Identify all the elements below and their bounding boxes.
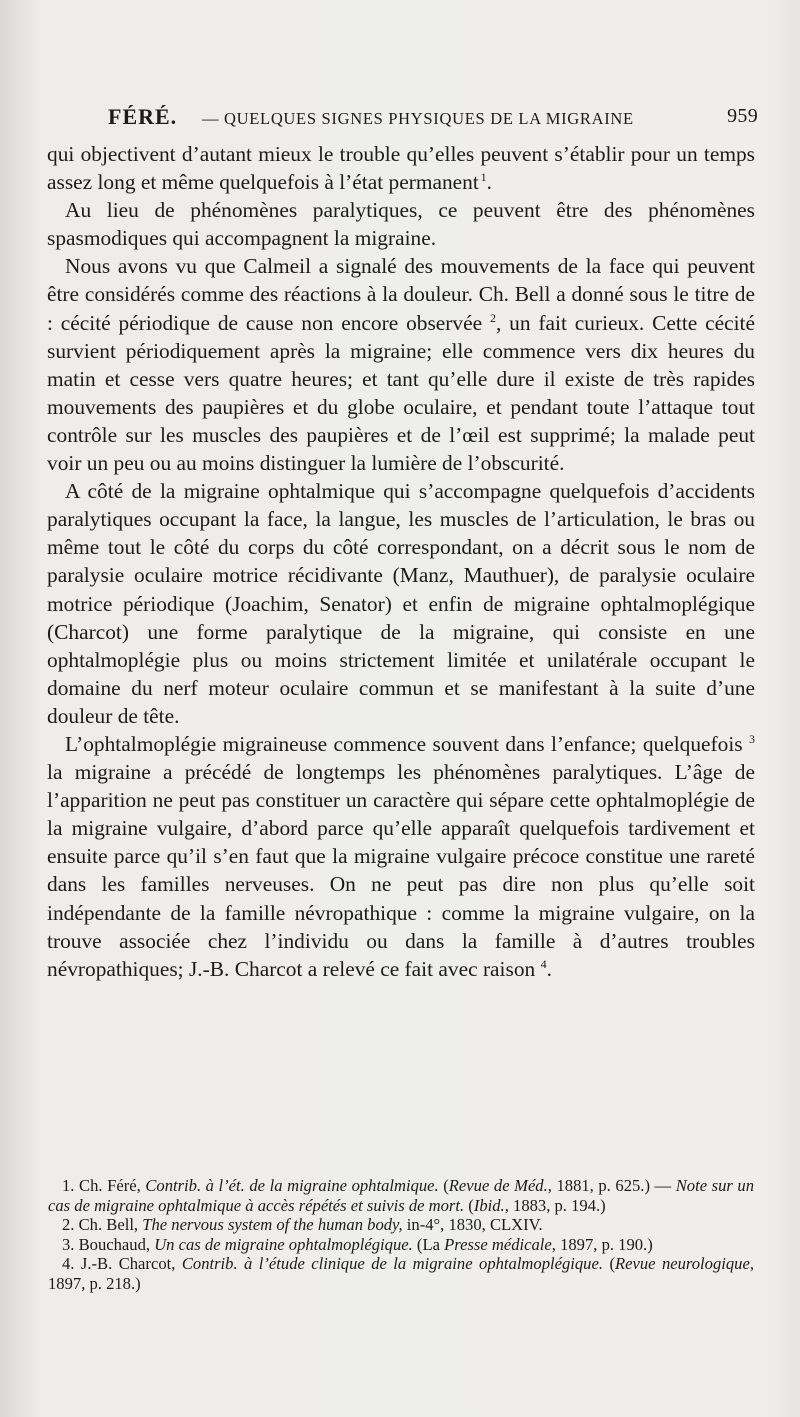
footnote-text: , 1897, p. 190.) <box>551 1234 653 1254</box>
footnote-journal: Presse médicale <box>444 1234 552 1254</box>
footnote-title: Contrib. à l’étude clinique de la migraine ophtalmoplégique. <box>181 1254 603 1274</box>
paragraph-4 <box>47 477 755 730</box>
footnote-text: , 1897, p. 218.) <box>48 1254 754 1293</box>
footnote-text: ( <box>609 1254 615 1274</box>
footnote-author: J.-B. Charcot, <box>80 1254 176 1274</box>
footnote-text: (La <box>416 1234 440 1254</box>
footnote-ref-3[interactable]: 3 <box>748 731 755 746</box>
body-text <box>47 140 755 983</box>
header-author: FÉRÉ. <box>108 104 178 129</box>
footnote-title: Contrib. à l’ét. de la migraine ophtalmique. <box>145 1176 439 1195</box>
paragraph-text: L’ophtalmoplégie migraineuse commence souvent dans l’enfance; quelquefois <box>65 731 743 756</box>
paragraph-text: . <box>486 170 492 195</box>
page-number: 959 <box>727 105 758 127</box>
footnote-title: The nervous system of the human body, <box>142 1215 403 1235</box>
footnotes <box>48 1176 754 1294</box>
footnote-1 <box>48 1176 754 1215</box>
footnote-author: Ch. Féré, <box>79 1176 141 1195</box>
footnote-number: 1. <box>62 1176 75 1195</box>
paragraph-text: . <box>546 956 552 981</box>
paragraph-3 <box>47 252 755 477</box>
running-header <box>108 100 758 132</box>
paragraph-text: A côté de la migraine ophtalmique qui s’accompagne quelquefois d’accidents paralytiques occupant la face, la langue, les muscles de l’articulation, le bras ou même tout le côté du corps du côté correspondant, on a décrit sous le nom de paralysie oculaire motrice récidivante (Manz, Mauthuer), de paralysie oculaire motrice périodique (Joachim, Senator) et enfin de migraine ophtalmoplégique (Charcot) une forme paralytique de la migraine, qui consiste en une ophtalmoplégie plus ou moins strictement limitée et unilatérale occupant le domaine du nerf moteur oculaire commun et se manifestant à la suite d’une douleur de tête. <box>47 479 755 728</box>
footnote-text: ( <box>443 1176 449 1195</box>
footnote-number: 4. <box>62 1254 75 1274</box>
footnote-number: 3. <box>62 1234 75 1254</box>
footnote-title: Un cas de migraine ophtalmoplégique. <box>154 1234 413 1254</box>
footnote-author: Bouchaud, <box>78 1234 151 1254</box>
paragraph-text: qui objectivent d’autant mieux le trouble qu’elles peuvent s’établir pour un temps assez long et même quelquefois à l’état permanent <box>47 142 755 195</box>
footnote-2 <box>48 1215 754 1235</box>
paragraph-text: , un fait curieux. Cette cécité survient périodiquement après la migraine; elle commence vers dix heures du matin et cesse vers quatre heures; et tant qu’elle dure il existe de très rapides mouvements des paupières et du globe oculaire, et pendant toute l’attaque tout contrôle sur les muscles des paupières et de l’œil est supprimé; la malade peut voir un peu ou au moins distinguer la lumière de l’obscurité. <box>47 310 755 476</box>
paragraph-text: Nous avons vu que Calmeil a signalé des mouvements de la face qui peuvent être considérés comme des réactions à la douleur. Ch. Bell a donné sous le titre de : cécité périodique de cause non encore observée <box>47 254 755 335</box>
footnote-text: , 1881, p. 625.) — <box>547 1176 672 1195</box>
footnote-ref-2[interactable]: 2 <box>489 310 496 325</box>
footnote-title: Note sur un cas de migraine ophtalmique à accès répétés et suivis de mort. <box>48 1176 755 1215</box>
paragraph-1 <box>47 140 755 196</box>
footnote-text: in-4°, 1830, CLXIV. <box>406 1215 543 1235</box>
footnote-number: 2. <box>62 1215 75 1235</box>
footnote-author: Ch. Bell, <box>78 1215 139 1235</box>
footnote-text: , 1883, p. 194.) <box>504 1195 606 1215</box>
footnote-4 <box>48 1254 754 1293</box>
footnote-ref-4[interactable]: 4 <box>540 956 547 971</box>
footnote-3 <box>48 1235 754 1255</box>
footnote-journal: Revue neurologique <box>614 1254 750 1274</box>
footnote-journal: Revue de Méd. <box>448 1176 548 1195</box>
footnote-journal: Ibid. <box>473 1195 505 1215</box>
paragraph-5 <box>47 730 755 983</box>
paragraph-2 <box>47 196 755 252</box>
footnote-ref-1[interactable]: 1 <box>480 170 487 185</box>
footnote-text: ( <box>468 1195 474 1215</box>
paragraph-text: la migraine a précédé de longtemps les phénomènes paralytiques. L’âge de l’apparition ne peut pas constituer un caractère qui sépare cette ophtalmoplégie de la migraine vulgaire, d’abord parce qu’elle apparaît quelquefois tardivement et ensuite parce qu’il s’en faut que la migraine vulgaire précoce constitue une rareté dans les familles nerveuses. On ne peut pas dire non plus qu’elle soit indépendante de la famille névropathique : comme la migraine vulgaire, on la trouve associée chez l’individu ou dans la famille à d’autres troubles névropathiques; J.-B. Charcot a relevé ce fait avec raison <box>47 760 755 981</box>
paragraph-text: Au lieu de phénomènes paralytiques, ce peuvent être des phénomènes spasmodiques qui accompagnent la migraine. <box>47 198 755 251</box>
header-title: — QUELQUES SIGNES PHYSIQUES DE LA MIGRAINE <box>202 109 634 128</box>
